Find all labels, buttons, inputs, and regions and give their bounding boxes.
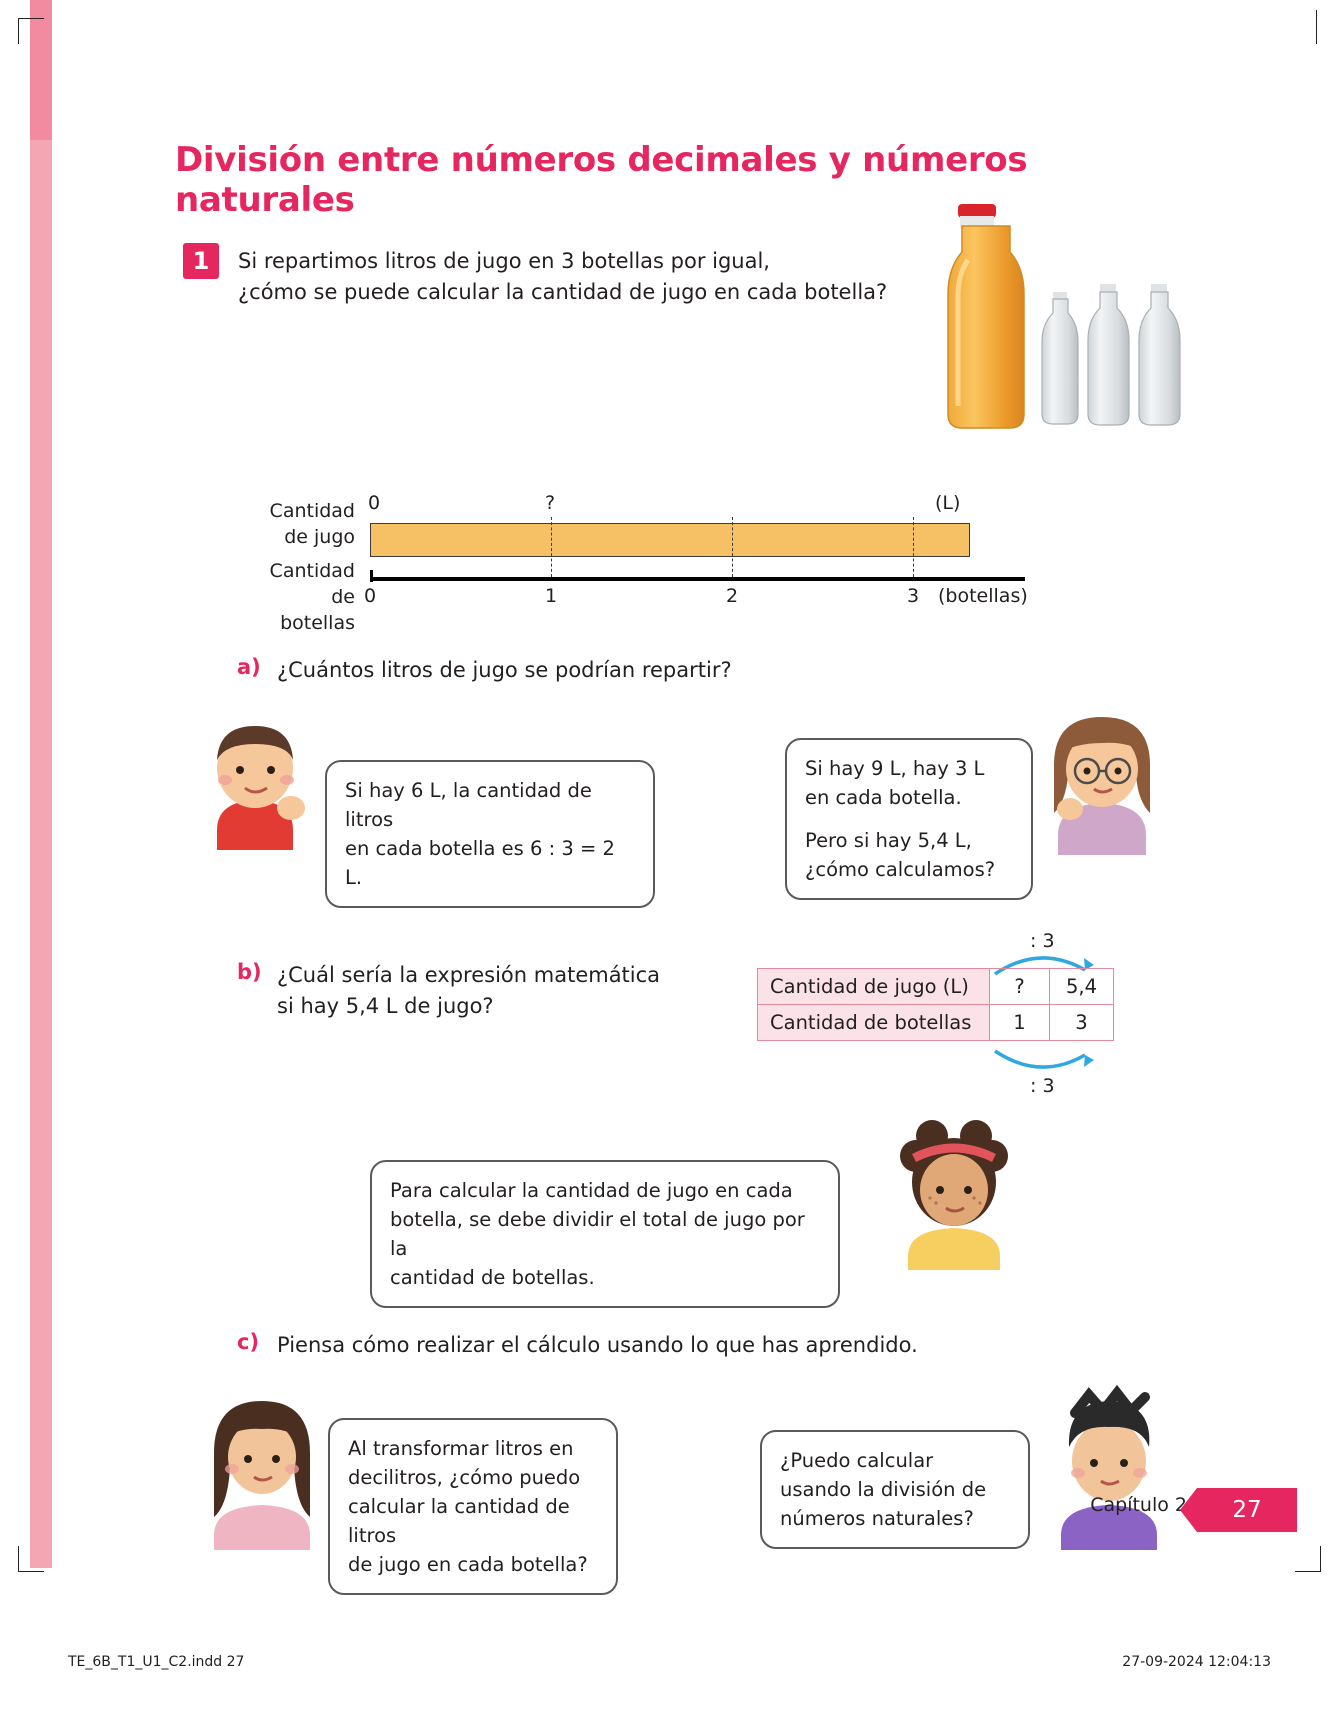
- part-b-letter: b): [237, 960, 262, 984]
- page-title: División entre números decimales y números naturales: [175, 140, 1028, 220]
- print-timestamp: 27-09-2024 12:04:13: [1122, 1654, 1271, 1670]
- bubble-a-right-p2: [805, 826, 1013, 884]
- juice-bottle-illustration: [920, 196, 1240, 446]
- tape-bottles-unit: (botellas): [938, 585, 1028, 607]
- boy-character-a: [195, 710, 325, 850]
- girl-character-a: [1040, 705, 1170, 855]
- page-number-tag: 27: [1197, 1488, 1297, 1532]
- part-b-question: [277, 960, 697, 1022]
- bubble-c-right-line1: ¿Puedo calcular: [780, 1449, 934, 1472]
- girl-character-c: [198, 1385, 328, 1550]
- table-row2-label: Cantidad de botellas: [758, 1005, 990, 1041]
- crop-mark-top-left: [18, 18, 44, 44]
- table-op-bottom: : 3: [1030, 1075, 1055, 1097]
- part-a-question: ¿Cuántos litros de jugo se podrían repartir?: [277, 658, 732, 682]
- bubble-student-b: [370, 1160, 840, 1308]
- bubble-c-left-line3: calcular la cantidad de litros: [348, 1495, 570, 1547]
- bubble-a-right-p1-line2: en cada botella.: [805, 786, 962, 809]
- table-row1-value1: ?: [990, 969, 1050, 1005]
- table-row1-label: Cantidad de jugo (L): [758, 969, 990, 1005]
- bubble-c-left-line1: Al transformar litros en: [348, 1437, 574, 1460]
- girl-character-b: [890, 1110, 1020, 1270]
- part-c-question: Piensa cómo realizar el cálculo usando lo que has aprendido.: [277, 1333, 918, 1357]
- tape-label-bottles-line1: Cantidad: [269, 560, 355, 582]
- arrow-divide-bottom: [985, 1045, 1105, 1077]
- tape-juice-bar: [370, 523, 970, 557]
- crop-mark-top-right: [1316, 10, 1318, 44]
- part-a-letter: a): [237, 655, 261, 679]
- tape-tick-1: [551, 517, 552, 577]
- exercise-number-badge: 1: [183, 243, 219, 279]
- tape-bottle-tick-2: 2: [726, 585, 739, 607]
- table-row: [758, 969, 1114, 1005]
- bubble-a-left-line2: en cada botella es 6 : 3 = 2 L.: [345, 837, 615, 889]
- bubble-a-right-p1: [805, 754, 1013, 812]
- bubble-student-c-right: [760, 1430, 1030, 1549]
- tape-bottle-tick-0: 0: [364, 585, 377, 607]
- tape-tick-3: [913, 517, 914, 577]
- exercise-statement: [238, 246, 918, 308]
- tape-axis-start-cap: [370, 570, 373, 582]
- exercise-statement-line2: ¿cómo se puede calcular la cantidad de jugo en cada botella?: [238, 280, 888, 304]
- bubble-b-line1: Para calcular la cantidad de jugo en cada: [390, 1179, 793, 1202]
- tape-label-juice: [255, 498, 355, 550]
- tape-diagram: [255, 490, 1155, 634]
- tape-label-bottles: [255, 558, 355, 636]
- part-b-question-line1: ¿Cuál sería la expresión matemática: [277, 963, 661, 987]
- page-side-band: [30, 0, 52, 1568]
- bubble-a-left-line1: Si hay 6 L, la cantidad de litros: [345, 779, 592, 831]
- crop-mark-bottom-left: [18, 1546, 44, 1572]
- table-row1-value2: 5,4: [1050, 969, 1114, 1005]
- bubble-c-left-line2: decilitros, ¿cómo puedo: [348, 1466, 581, 1489]
- part-b-question-line2: si hay 5,4 L de jugo?: [277, 994, 494, 1018]
- bubble-a-right-p2-line1: Pero si hay 5,4 L,: [805, 829, 972, 852]
- tape-label-juice-line1: Cantidad: [269, 500, 355, 522]
- tape-juice-zero: 0: [368, 492, 381, 514]
- bubble-b-line2: botella, se debe dividir el total de jugo por la: [390, 1208, 805, 1260]
- bubble-student-a-right: [785, 738, 1033, 900]
- boy-character-c: [1045, 1385, 1175, 1550]
- part-c-letter: c): [237, 1330, 260, 1354]
- bubble-c-right-line2: usando la división de: [780, 1478, 987, 1501]
- bubble-a-right-p2-line2: ¿cómo calculamos?: [805, 858, 996, 881]
- tape-bottle-tick-3: 3: [907, 585, 920, 607]
- tape-bottle-tick-1: 1: [545, 585, 558, 607]
- table-row2-value1: 1: [990, 1005, 1050, 1041]
- bubble-student-c-left: [328, 1418, 618, 1595]
- tape-juice-unit: (L): [935, 492, 961, 514]
- ratio-table: [757, 968, 1114, 1041]
- tape-label-juice-line2: de jugo: [284, 526, 355, 548]
- bubble-b-line3: cantidad de botellas.: [390, 1266, 595, 1289]
- tape-tick-2: [732, 517, 733, 577]
- tape-label-bottles-line2: de botellas: [280, 586, 355, 634]
- exercise-statement-line1: Si repartimos litros de jugo en 3 botellas por igual,: [238, 249, 770, 273]
- bubble-c-left-line4: de jugo en cada botella?: [348, 1553, 588, 1576]
- tape-juice-unknown: ?: [545, 492, 556, 514]
- tape-axis: [370, 577, 1025, 581]
- crop-mark-bottom-right: [1295, 1546, 1321, 1572]
- file-info: TE_6B_T1_U1_C2.indd 27: [68, 1654, 245, 1670]
- table-row2-value2: 3: [1050, 1005, 1114, 1041]
- bubble-a-right-p1-line1: Si hay 9 L, hay 3 L: [805, 757, 985, 780]
- table-row: [758, 1005, 1114, 1041]
- bubble-c-right-line3: números naturales?: [780, 1507, 974, 1530]
- table-op-top: : 3: [1030, 930, 1055, 952]
- bubble-student-a-left: [325, 760, 655, 908]
- chapter-label: Capítulo 2: [1090, 1494, 1187, 1516]
